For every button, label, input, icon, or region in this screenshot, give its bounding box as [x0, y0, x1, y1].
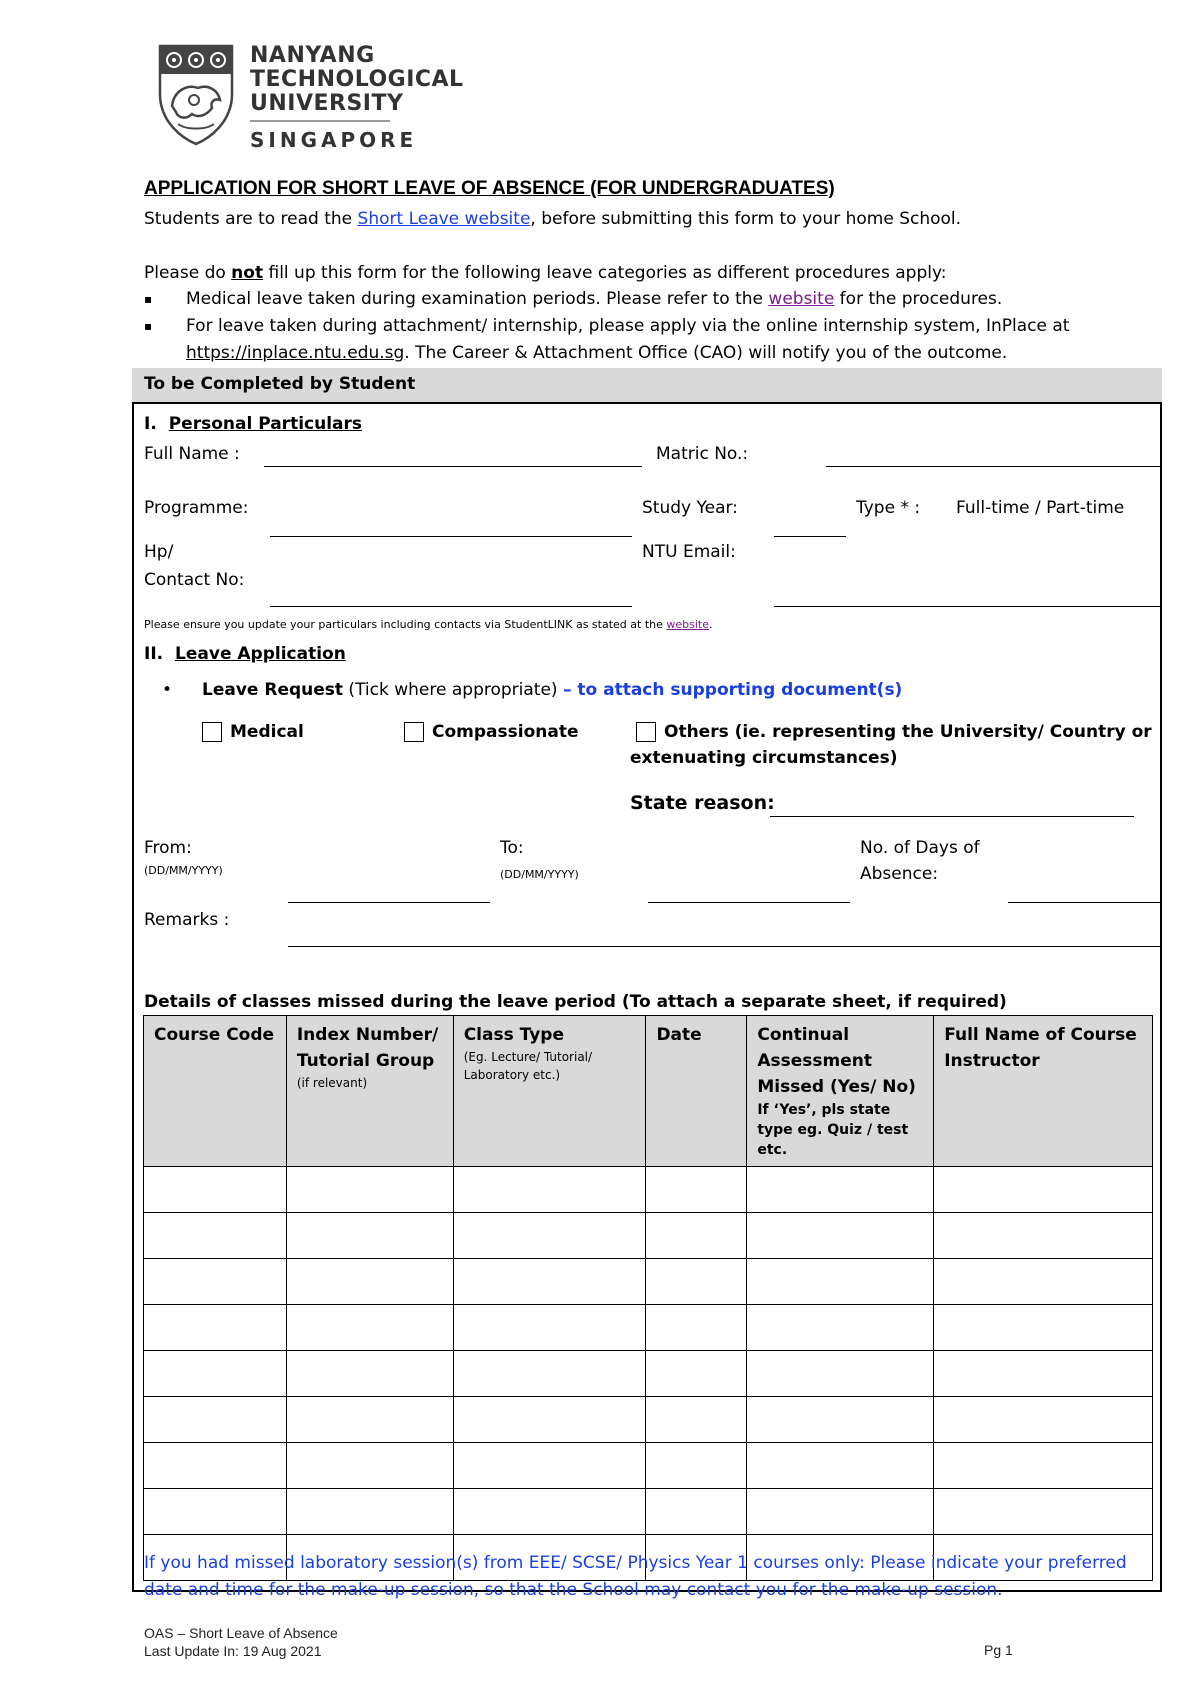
- programme-label: Programme:: [144, 498, 249, 518]
- table-cell[interactable]: [934, 1489, 1153, 1535]
- table-cell[interactable]: [747, 1443, 934, 1489]
- col-class-type-sub: (Eg. Lecture/ Tutorial/ Laboratory etc.): [463, 1050, 593, 1082]
- matric-field[interactable]: [826, 466, 1160, 467]
- table-cell[interactable]: [453, 1397, 646, 1443]
- intro-read-text: [144, 206, 961, 233]
- table-row: [144, 1167, 1153, 1213]
- table-row: [144, 1443, 1153, 1489]
- table-row: [144, 1305, 1153, 1351]
- intro-read-prefix: Students are to read the: [144, 209, 358, 229]
- table-cell[interactable]: [453, 1213, 646, 1259]
- short-leave-website-link[interactable]: Short Leave website: [357, 209, 531, 229]
- ntu-crest-logo: [158, 44, 234, 146]
- logo-line-4: SINGAPORE: [250, 128, 418, 152]
- hp-label-2: Contact No:: [144, 570, 245, 590]
- bullet-marker-1: ▪: [144, 292, 153, 306]
- col-date-label: Date: [656, 1025, 702, 1045]
- section-header-label: To be Completed by Student: [144, 374, 416, 394]
- notice-not: not: [231, 263, 264, 283]
- table-row: [144, 1213, 1153, 1259]
- table-cell[interactable]: [747, 1259, 934, 1305]
- table-cell[interactable]: [934, 1167, 1153, 1213]
- state-reason-label: State reason:: [630, 792, 775, 814]
- footer-info: [144, 1624, 338, 1660]
- table-row: [144, 1351, 1153, 1397]
- table-cell[interactable]: [747, 1305, 934, 1351]
- leave-num: II.: [144, 644, 164, 664]
- table-cell[interactable]: [144, 1397, 287, 1443]
- table-cell[interactable]: [747, 1351, 934, 1397]
- col-date: [646, 1016, 747, 1167]
- col-index-number-label: Index Number/ Tutorial Group: [296, 1025, 439, 1071]
- bullet1-suffix: for the procedures.: [834, 289, 1003, 309]
- leave-request-bold: Leave Request: [202, 680, 344, 700]
- table-cell[interactable]: [286, 1167, 453, 1213]
- col-course-code-label: Course Code: [154, 1025, 275, 1045]
- leave-request-line: [202, 680, 902, 700]
- others-label-1: Others (ie. representing the University/ Country or: [664, 722, 1152, 742]
- page-number: Pg 1: [984, 1642, 1013, 1658]
- type-label: Type * :: [856, 498, 921, 518]
- leave-heading: [144, 644, 346, 664]
- table-cell[interactable]: [453, 1489, 646, 1535]
- classes-heading: Details of classes missed during the leave period (To attach a separate sheet, if required): [144, 992, 1007, 1012]
- contact-field[interactable]: [270, 606, 632, 607]
- bullet-marker-2: ▪: [144, 319, 153, 333]
- email-field[interactable]: [774, 606, 1160, 607]
- particulars-note: [144, 618, 713, 631]
- table-cell[interactable]: [646, 1443, 747, 1489]
- table-cell[interactable]: [934, 1351, 1153, 1397]
- table-cell[interactable]: [286, 1489, 453, 1535]
- study-year-field[interactable]: [774, 536, 846, 537]
- type-options[interactable]: Full-time / Part-time: [956, 498, 1125, 518]
- intro-read-suffix: , before submitting this form to your home School.: [530, 209, 962, 229]
- col-continual-assessment: [747, 1016, 934, 1167]
- state-reason-field[interactable]: [770, 816, 1134, 817]
- medical-checkbox[interactable]: [202, 722, 222, 742]
- table-cell[interactable]: [747, 1213, 934, 1259]
- table-cell[interactable]: [646, 1167, 747, 1213]
- table-cell[interactable]: [144, 1213, 287, 1259]
- from-date-field[interactable]: [288, 902, 490, 903]
- table-cell[interactable]: [646, 1259, 747, 1305]
- remarks-label: Remarks :: [144, 910, 230, 930]
- compassionate-checkbox[interactable]: [404, 722, 424, 742]
- option-medical[interactable]: [202, 722, 304, 742]
- matric-label: Matric No.:: [656, 444, 749, 464]
- table-cell[interactable]: [144, 1305, 287, 1351]
- col-course-code: [144, 1016, 287, 1167]
- table-cell[interactable]: [747, 1167, 934, 1213]
- lab-session-note: If you had missed laboratory session(s) from EEE/ SCSE/ Physics Year 1 courses only: Please indicate your preferred date and time for the make-up session, so that the School may contact you for the make-up session.: [144, 1553, 1127, 1600]
- others-label-2: extenuating circumstances): [630, 748, 898, 768]
- col-class-type-label: Class Type: [463, 1025, 564, 1045]
- notice-prefix: Please do: [144, 263, 232, 283]
- table-cell[interactable]: [144, 1259, 287, 1305]
- full-name-field[interactable]: [264, 466, 642, 467]
- col-ca-label: Continual Assessment Missed (Yes/ No): [757, 1025, 916, 1097]
- days-field[interactable]: [1008, 902, 1160, 903]
- compassionate-label: Compassionate: [432, 722, 579, 742]
- to-date-field[interactable]: [648, 902, 850, 903]
- leave-request-plain: (Tick where appropriate): [343, 680, 563, 700]
- bullet1-prefix: Medical leave taken during examination periods. Please refer to the: [186, 289, 769, 309]
- table-cell[interactable]: [934, 1305, 1153, 1351]
- medical-procedures-website-link[interactable]: website: [768, 289, 835, 309]
- col-class-type: [453, 1016, 646, 1167]
- others-checkbox[interactable]: [636, 722, 656, 742]
- table-cell[interactable]: [747, 1489, 934, 1535]
- from-format: (DD/MM/YYYY): [144, 864, 223, 877]
- table-cell[interactable]: [934, 1443, 1153, 1489]
- table-cell[interactable]: [286, 1351, 453, 1397]
- table-cell[interactable]: [747, 1397, 934, 1443]
- note-suffix: .: [709, 618, 713, 631]
- table-cell[interactable]: [646, 1305, 747, 1351]
- table-cell[interactable]: [286, 1397, 453, 1443]
- days-label-1: No. of Days of: [860, 838, 980, 858]
- table-cell[interactable]: [453, 1443, 646, 1489]
- bullet-internship: [186, 313, 1146, 367]
- table-row: [144, 1259, 1153, 1305]
- col-instructor-label: Full Name of Course Instructor: [944, 1025, 1137, 1071]
- programme-field[interactable]: [270, 536, 632, 537]
- personal-heading: [144, 414, 362, 434]
- table-cell[interactable]: [453, 1259, 646, 1305]
- footer-line-2: Last Update In: 19 Aug 2021: [144, 1643, 322, 1659]
- table-cell[interactable]: [286, 1443, 453, 1489]
- leave-heading-label: Leave Application: [175, 644, 346, 664]
- medical-label: Medical: [230, 722, 304, 742]
- university-wordmark: [250, 44, 464, 152]
- table-row: [144, 1397, 1153, 1443]
- email-label: NTU Email:: [642, 542, 736, 562]
- option-compassionate[interactable]: [404, 722, 578, 742]
- from-label: From:: [144, 838, 192, 858]
- table-header-row: [144, 1016, 1153, 1167]
- bullet-medical-exam: [186, 286, 1146, 313]
- col-ca-sub: If ‘Yes’, pls state type eg. Quiz / test etc.: [757, 1102, 909, 1158]
- logo-line-1: NANYANG: [250, 43, 375, 68]
- table-cell[interactable]: [286, 1305, 453, 1351]
- to-format: (DD/MM/YYYY): [500, 868, 579, 881]
- personal-heading-label: Personal Particulars: [168, 414, 363, 434]
- hp-label-1: Hp/: [144, 542, 174, 562]
- table-cell[interactable]: [453, 1167, 646, 1213]
- logo-line-2: TECHNOLOGICAL: [250, 67, 464, 92]
- table-cell[interactable]: [646, 1213, 747, 1259]
- table-cell[interactable]: [934, 1259, 1153, 1305]
- leave-request-blue: – to attach supporting document(s): [562, 680, 903, 700]
- study-year-label: Study Year:: [642, 498, 738, 518]
- studentlink-website-link[interactable]: website: [666, 618, 709, 631]
- table-cell[interactable]: [144, 1443, 287, 1489]
- bullet2-line1: For leave taken during attachment/ internship, please apply via the online internship system, InPlace at: [186, 316, 1070, 336]
- classes-missed-table: [143, 1015, 1153, 1581]
- form-title: APPLICATION FOR SHORT LEAVE OF ABSENCE (FOR UNDERGRADUATES): [144, 178, 835, 199]
- personal-num: I.: [144, 414, 157, 434]
- intro-notice-text: [144, 260, 947, 287]
- inplace-link[interactable]: https://inplace.ntu.edu.sg: [186, 343, 405, 363]
- table-cell[interactable]: [144, 1489, 287, 1535]
- footer-line-1: OAS – Short Leave of Absence: [144, 1625, 338, 1641]
- col-index-number-sub: (if relevant): [296, 1076, 368, 1090]
- option-others[interactable]: [636, 722, 1152, 742]
- full-name-label: Full Name :: [144, 444, 240, 464]
- to-label: To:: [500, 838, 524, 858]
- table-cell[interactable]: [934, 1397, 1153, 1443]
- col-index-number: [286, 1016, 453, 1167]
- note-prefix: Please ensure you update your particulars including contacts via StudentLINK as stated at the: [144, 618, 667, 631]
- logo-divider: [250, 120, 390, 122]
- remarks-field[interactable]: [288, 946, 1160, 947]
- table-cell[interactable]: [646, 1397, 747, 1443]
- table-cell[interactable]: [144, 1351, 287, 1397]
- col-instructor-name: [934, 1016, 1153, 1167]
- leave-request-bullet: •: [162, 680, 173, 700]
- table-cell[interactable]: [646, 1351, 747, 1397]
- table-cell[interactable]: [453, 1305, 646, 1351]
- table-cell[interactable]: [286, 1213, 453, 1259]
- days-label-2: Absence:: [860, 864, 939, 884]
- table-cell[interactable]: [286, 1259, 453, 1305]
- table-cell[interactable]: [144, 1167, 287, 1213]
- notice-suffix: fill up this form for the following leave categories as different procedures apply:: [263, 263, 947, 283]
- logo-line-3: UNIVERSITY: [250, 91, 404, 116]
- table-cell[interactable]: [646, 1489, 747, 1535]
- table-cell[interactable]: [453, 1351, 646, 1397]
- table-cell[interactable]: [934, 1213, 1153, 1259]
- bullet2-suffix: . The Career & Attachment Office (CAO) will notify you of the outcome.: [404, 343, 1008, 363]
- section-header: [132, 368, 1162, 404]
- table-body: [144, 1167, 1153, 1581]
- table-row: [144, 1489, 1153, 1535]
